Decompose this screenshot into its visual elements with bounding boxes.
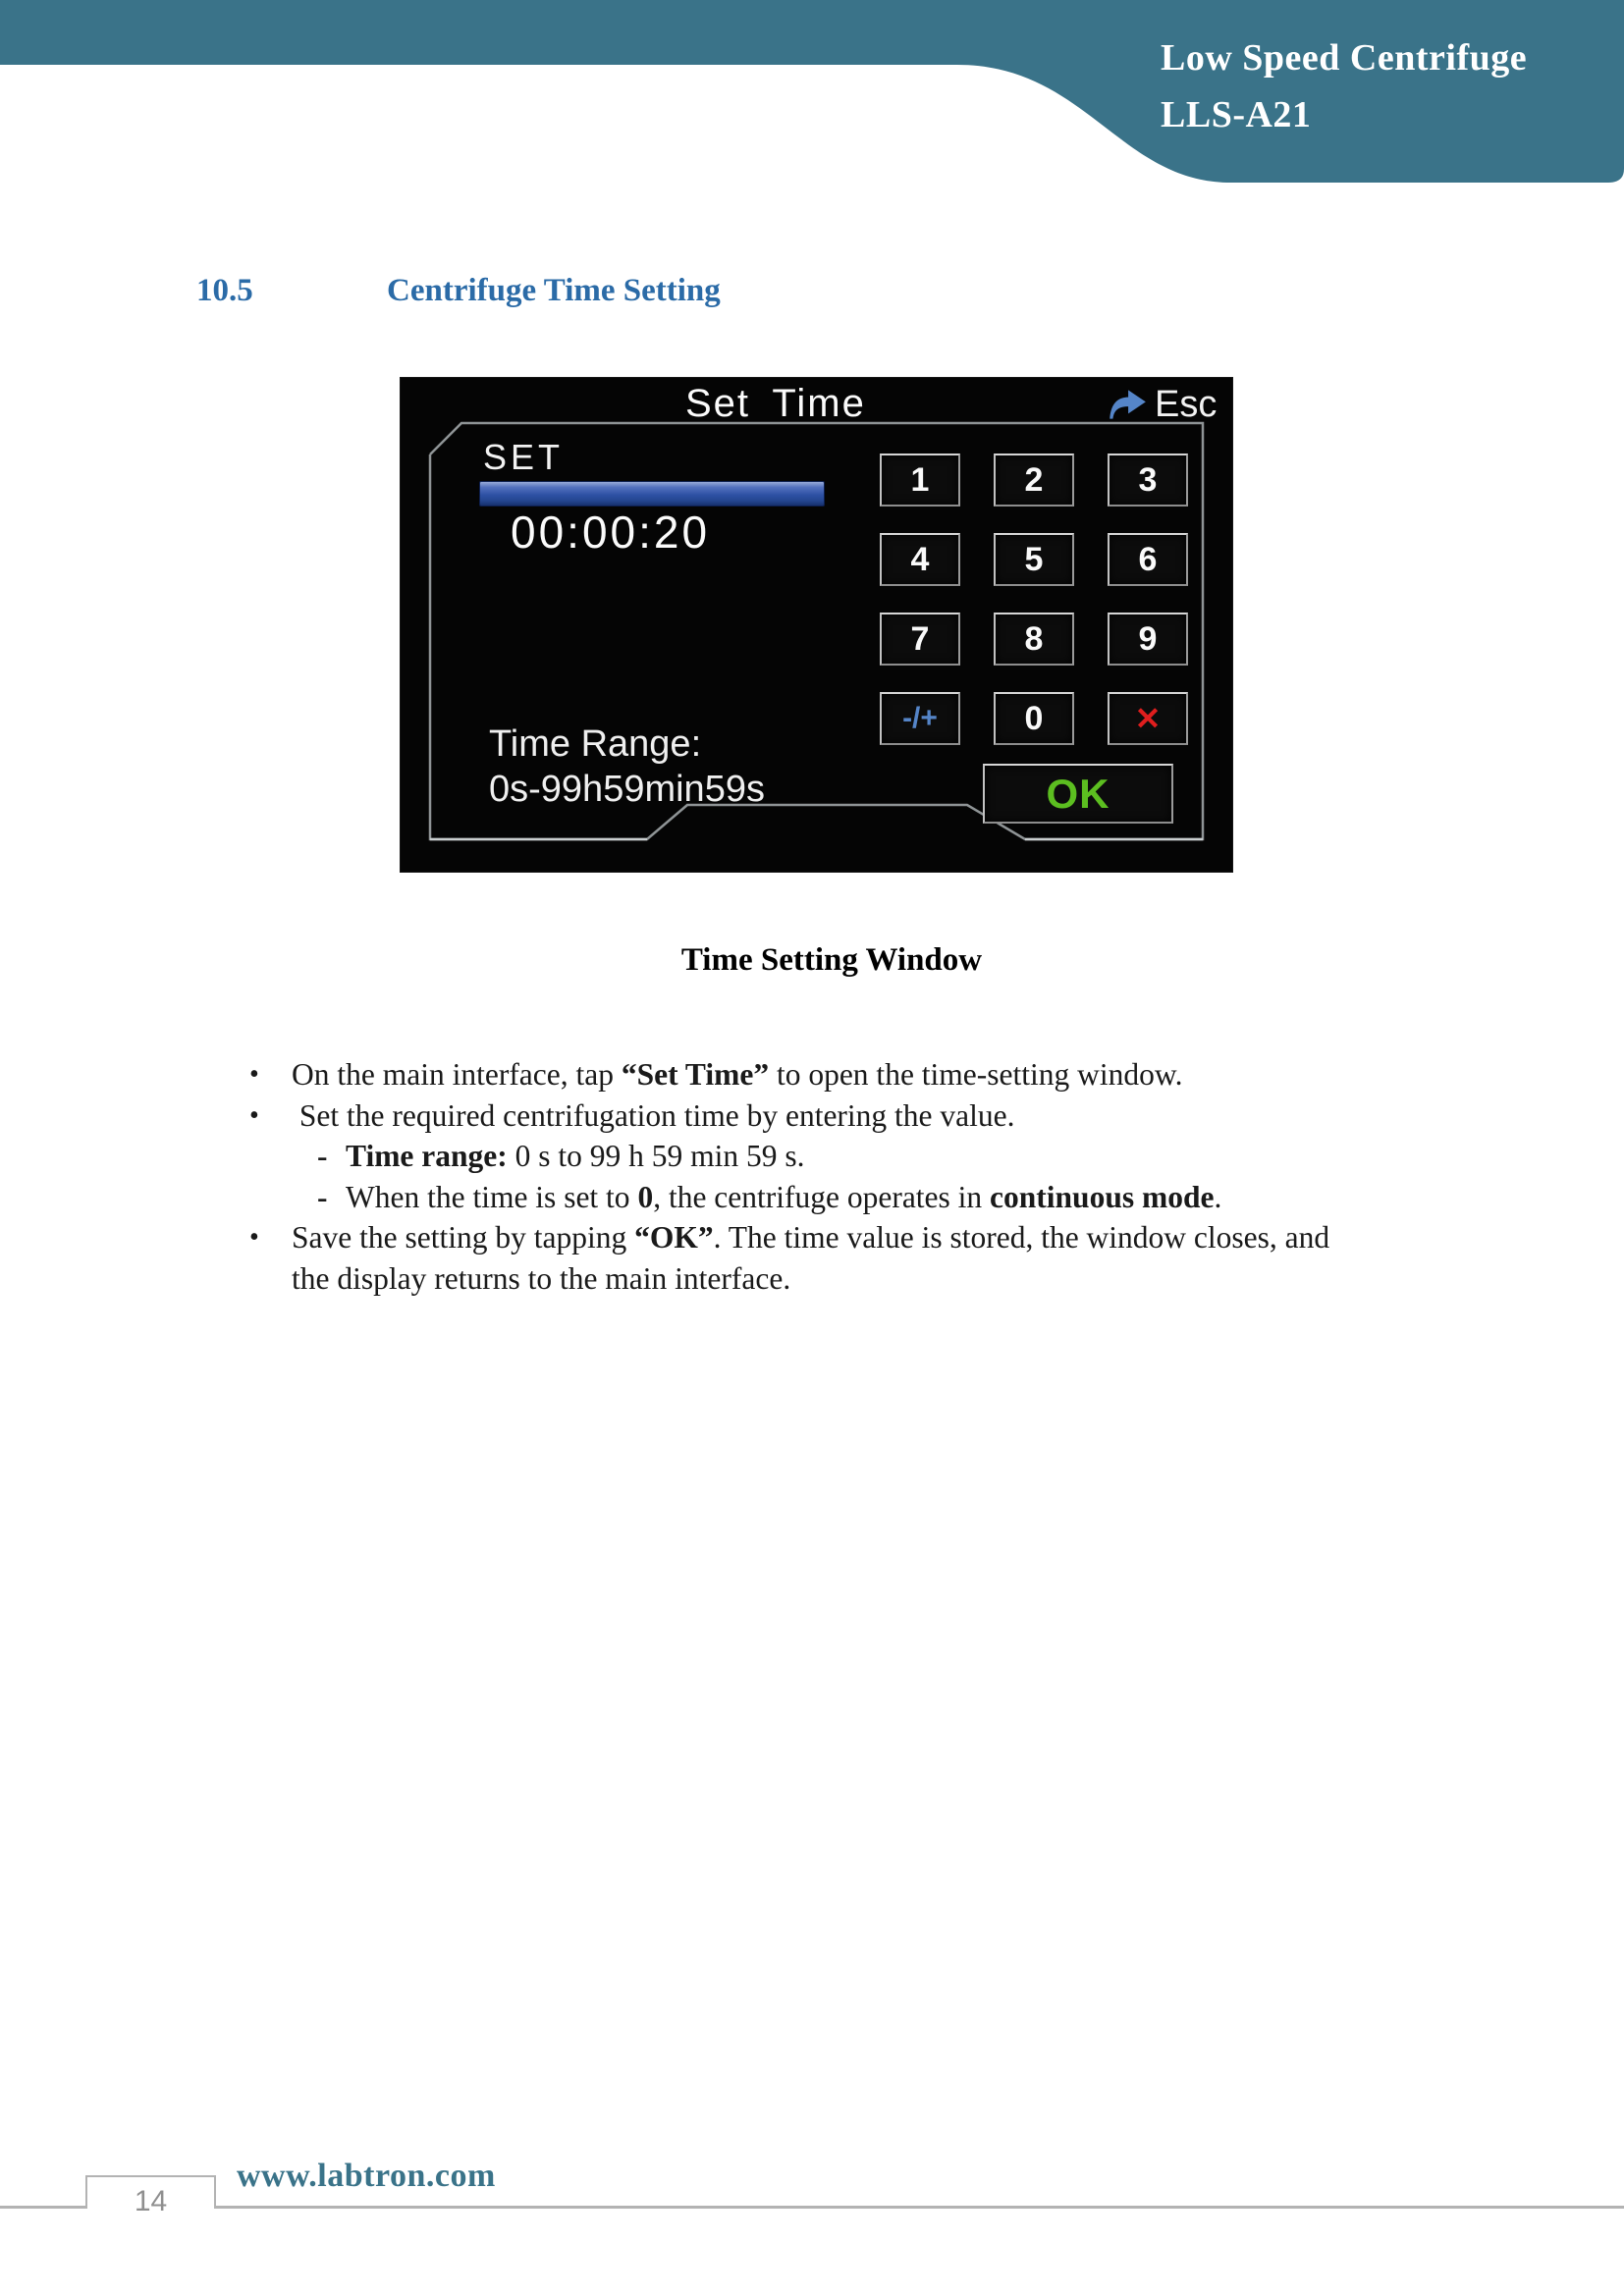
esc-button[interactable] — [1104, 384, 1231, 423]
keypad-key-0[interactable]: 0 — [994, 692, 1074, 745]
keypad-key-3[interactable]: 3 — [1108, 454, 1188, 507]
window-title: Set Time — [685, 382, 866, 425]
page-number: 14 — [134, 2185, 168, 2217]
header-title — [1161, 29, 1612, 143]
list-item-text: On the main interface, tap “Set Time” to open the time-setting window. — [292, 1057, 1183, 1092]
bullet-marker: • — [249, 1099, 259, 1131]
keypad-key-7[interactable]: 7 — [880, 613, 960, 666]
keypad-key-delete[interactable]: ✕ — [1108, 692, 1188, 745]
time-range-value: 0s-99h59min59s — [489, 769, 765, 810]
set-label: SET — [483, 437, 565, 477]
keypad-key-4[interactable]: 4 — [880, 533, 960, 586]
numeric-keypad — [880, 454, 1188, 745]
list-item — [236, 1217, 1512, 1299]
ok-button[interactable]: OK — [983, 764, 1173, 824]
time-range-label: Time Range: — [489, 723, 702, 765]
list-item-text: When the time is set to 0, the centrifuge operates in continuous mode. — [346, 1179, 1222, 1214]
keypad-key-6[interactable]: 6 — [1108, 533, 1188, 586]
keypad-key-plusminus[interactable]: -/+ — [880, 692, 960, 745]
dash-marker: - — [317, 1139, 328, 1173]
keypad-key-2[interactable]: 2 — [994, 454, 1074, 507]
header-title-line1: Low Speed Centrifuge — [1161, 37, 1528, 79]
keypad-key-8[interactable]: 8 — [994, 613, 1074, 666]
time-setting-window-screenshot — [401, 378, 1232, 872]
time-input-bar[interactable] — [479, 481, 825, 507]
instruction-list — [236, 1054, 1512, 1299]
return-arrow-icon — [1104, 388, 1149, 421]
section-title: Centrifuge Time Setting — [387, 273, 721, 308]
list-item-text: Set the required centrifugation time by entering the value. — [292, 1097, 1015, 1133]
keypad-key-1[interactable]: 1 — [880, 454, 960, 507]
list-item-text: Time range: 0 s to 99 h 59 min 59 s. — [346, 1139, 805, 1173]
figure-caption: Time Setting Window — [680, 942, 983, 978]
list-item-text: Save the setting by tapping “OK”. The time value is stored, the window closes, and the display returns to the main interface. — [292, 1220, 1330, 1296]
list-item — [236, 1095, 1512, 1137]
header-title-line2: LLS-A21 — [1161, 94, 1312, 135]
keypad-key-9[interactable]: 9 — [1108, 613, 1188, 666]
keypad-key-5[interactable]: 5 — [994, 533, 1074, 586]
list-subitem — [236, 1177, 1512, 1218]
list-subitem — [236, 1136, 1512, 1177]
section-heading — [0, 273, 1624, 316]
bullet-marker: • — [249, 1222, 259, 1253]
page-number-tab — [85, 2175, 216, 2217]
bullet-marker: • — [249, 1059, 259, 1090]
time-value: 00:00:20 — [511, 507, 711, 558]
footer-rule-right — [216, 2206, 1624, 2209]
dash-marker: - — [317, 1179, 328, 1214]
footer-rule-left — [0, 2206, 85, 2209]
list-item — [236, 1054, 1512, 1095]
website-link[interactable]: www.labtron.com — [237, 2158, 496, 2194]
section-number: 10.5 — [196, 273, 253, 308]
esc-label: Esc — [1155, 384, 1218, 425]
